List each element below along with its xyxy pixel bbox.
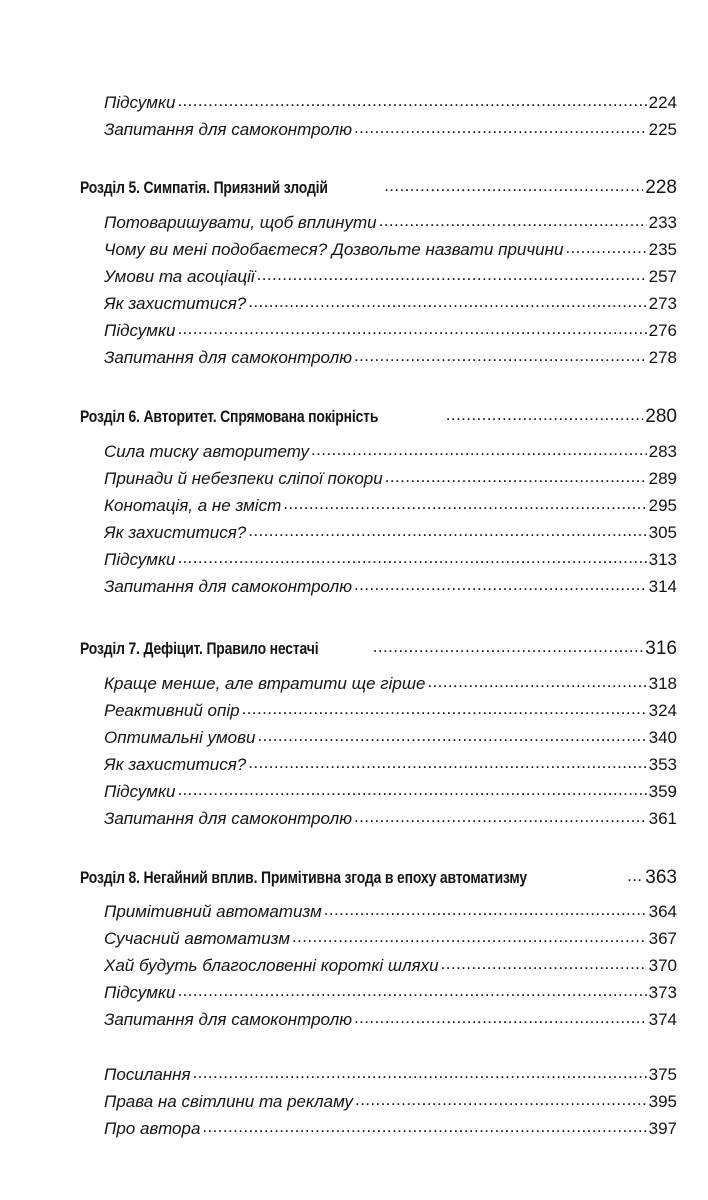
toc-entry-title: Підсумки bbox=[104, 983, 176, 1002]
toc-entry-title: Підсумки bbox=[104, 321, 176, 340]
dot-leader bbox=[248, 521, 646, 538]
dot-leader bbox=[384, 176, 643, 193]
toc-chapter-heading bbox=[80, 405, 677, 432]
toc-entry bbox=[104, 346, 677, 373]
toc-page-number: 395 bbox=[648, 1092, 677, 1111]
toc-entry-title: Як захиститися? bbox=[104, 523, 247, 542]
toc-entry bbox=[104, 780, 677, 807]
toc-entry bbox=[104, 238, 677, 265]
toc-entry bbox=[104, 575, 677, 602]
toc-page-number: 233 bbox=[648, 213, 677, 232]
dot-leader bbox=[257, 726, 646, 743]
toc-chapter-title: Розділ 8. Негайний вплив. Примітивна згода в епоху автоматизму bbox=[80, 868, 527, 887]
dot-leader bbox=[355, 1090, 647, 1107]
toc-entry bbox=[104, 1008, 677, 1035]
toc-entry-title: Оптимальні умови bbox=[104, 728, 256, 747]
toc-entry-title: Запитання для самоконтролю bbox=[104, 348, 353, 367]
toc-entry bbox=[104, 494, 677, 521]
toc-page-number: 257 bbox=[648, 267, 677, 286]
toc-entry bbox=[104, 1117, 677, 1144]
toc-entry-title: Умови та асоціації bbox=[104, 267, 255, 286]
dot-leader bbox=[202, 1117, 646, 1134]
dot-leader bbox=[354, 118, 647, 135]
toc-entry-title: Запитання для самоконтролю bbox=[104, 809, 353, 828]
toc-entry bbox=[104, 1090, 677, 1117]
toc-entry bbox=[104, 1063, 677, 1090]
toc-entry-title: Права на світлини та рекламу bbox=[104, 1092, 354, 1111]
toc-page-number: 363 bbox=[645, 867, 677, 888]
toc-entry bbox=[104, 699, 677, 726]
toc-entry bbox=[104, 807, 677, 834]
toc-chapter-title: Розділ 7. Дефіцит. Правило нестачі bbox=[80, 639, 319, 658]
toc-entry-title: Запитання для самоконтролю bbox=[104, 120, 353, 139]
dot-leader bbox=[248, 292, 646, 309]
toc-entry-title: Хай будуть благословенні короткі шляхи bbox=[104, 956, 439, 975]
toc-entry bbox=[104, 672, 677, 699]
dot-leader bbox=[441, 954, 647, 971]
dot-leader bbox=[446, 405, 644, 422]
toc-entry-title: Підсумки bbox=[104, 782, 176, 801]
dot-leader bbox=[385, 467, 647, 484]
dot-leader bbox=[177, 91, 646, 108]
toc-entry-title: Сучасний автоматизм bbox=[104, 929, 290, 948]
toc-page-number: 276 bbox=[648, 321, 677, 340]
toc-entry bbox=[104, 900, 677, 927]
dot-leader bbox=[373, 637, 644, 654]
toc-page-number: 225 bbox=[648, 120, 677, 139]
toc-page-number: 367 bbox=[648, 929, 677, 948]
toc-entry bbox=[104, 292, 677, 319]
toc-chapter-heading bbox=[80, 866, 677, 893]
toc-entry bbox=[104, 726, 677, 753]
toc-page-number: 353 bbox=[648, 755, 677, 774]
toc-page-number: 397 bbox=[648, 1119, 677, 1138]
toc-entry bbox=[104, 467, 677, 494]
toc-page-number: 324 bbox=[648, 701, 677, 720]
dot-leader bbox=[311, 440, 647, 457]
dot-leader bbox=[379, 211, 647, 228]
toc-entry bbox=[104, 927, 677, 954]
toc-entry-title: Підсумки bbox=[104, 93, 176, 112]
toc-page-number: 280 bbox=[645, 406, 677, 427]
toc-page-number: 305 bbox=[648, 523, 677, 542]
toc-entry-title: Сила тиску авторитету bbox=[104, 442, 310, 461]
toc-entry bbox=[104, 211, 677, 238]
dot-leader bbox=[354, 807, 647, 824]
toc-page-number: 359 bbox=[648, 782, 677, 801]
dot-leader bbox=[242, 699, 647, 716]
dot-leader bbox=[177, 319, 646, 336]
toc-entry-title: Примітивний автоматизм bbox=[104, 902, 322, 921]
toc-page-number: 370 bbox=[648, 956, 677, 975]
toc-entry bbox=[104, 118, 677, 145]
dot-leader bbox=[324, 900, 647, 917]
dot-leader bbox=[283, 494, 646, 511]
toc-entry-title: Потоваришувати, щоб вплинути bbox=[104, 213, 377, 232]
dot-leader bbox=[292, 927, 647, 944]
toc-entry bbox=[104, 548, 677, 575]
dot-leader bbox=[627, 866, 643, 883]
toc-page-number: 316 bbox=[645, 638, 677, 659]
dot-leader bbox=[565, 238, 646, 255]
toc-entry-title: Запитання для самоконтролю bbox=[104, 577, 353, 596]
dot-leader bbox=[257, 265, 647, 282]
toc-entry-title: Як захиститися? bbox=[104, 755, 247, 774]
toc-page-number: 318 bbox=[648, 674, 677, 693]
dot-leader bbox=[427, 672, 646, 689]
toc-entry-title: Посилання bbox=[104, 1065, 191, 1084]
toc-entry bbox=[104, 265, 677, 292]
toc-entry bbox=[104, 521, 677, 548]
toc-entry-title: Конотація, а не зміст bbox=[104, 496, 282, 515]
toc-entry-title: Краще менше, але втратити ще гірше bbox=[104, 674, 426, 693]
dot-leader bbox=[177, 981, 646, 998]
dot-leader bbox=[354, 1008, 647, 1025]
toc-page-number: 278 bbox=[648, 348, 677, 367]
toc-entry bbox=[104, 954, 677, 981]
toc-page-number: 295 bbox=[648, 496, 677, 515]
dot-leader bbox=[248, 753, 646, 770]
toc-chapter-heading bbox=[80, 176, 677, 203]
toc-entry bbox=[104, 440, 677, 467]
toc-page-number: 373 bbox=[648, 983, 677, 1002]
toc-entry-title: Підсумки bbox=[104, 550, 176, 569]
toc-entry-title: Реактивний опір bbox=[104, 701, 240, 720]
toc-entry bbox=[104, 753, 677, 780]
dot-leader bbox=[354, 575, 647, 592]
toc-chapter-title: Розділ 6. Авторитет. Спрямована покірність bbox=[80, 407, 379, 426]
toc-page-number: 314 bbox=[648, 577, 677, 596]
toc-page-number: 224 bbox=[648, 93, 677, 112]
toc-page-number: 364 bbox=[648, 902, 677, 921]
toc-entry-title: Принади й небезпеки сліпої покори bbox=[104, 469, 383, 488]
toc-chapter-heading bbox=[80, 637, 677, 664]
toc-page-number: 340 bbox=[648, 728, 677, 747]
toc-entry bbox=[104, 91, 677, 118]
toc-entry-title: Про автора bbox=[104, 1119, 201, 1138]
toc-page-number: 313 bbox=[648, 550, 677, 569]
toc-page-number: 361 bbox=[648, 809, 677, 828]
toc-entry bbox=[104, 981, 677, 1008]
toc-page-number: 375 bbox=[648, 1065, 677, 1084]
dot-leader bbox=[354, 346, 647, 363]
toc-page-number: 289 bbox=[648, 469, 677, 488]
toc-entry-title: Запитання для самоконтролю bbox=[104, 1010, 353, 1029]
toc-page-number: 235 bbox=[648, 240, 677, 259]
dot-leader bbox=[193, 1063, 647, 1080]
toc-chapter-title: Розділ 5. Симпатія. Приязний злодій bbox=[80, 178, 328, 197]
toc-page-number: 283 bbox=[648, 442, 677, 461]
toc-entry-title: Чому ви мені подобаєтеся? Дозвольте назвати причини bbox=[104, 240, 564, 259]
toc-page-number: 273 bbox=[648, 294, 677, 313]
toc-page-number: 374 bbox=[648, 1010, 677, 1029]
toc-page-number: 228 bbox=[645, 177, 677, 198]
toc-entry-title: Як захиститися? bbox=[104, 294, 247, 313]
toc-entry bbox=[104, 319, 677, 346]
dot-leader bbox=[177, 780, 646, 797]
dot-leader bbox=[177, 548, 646, 565]
